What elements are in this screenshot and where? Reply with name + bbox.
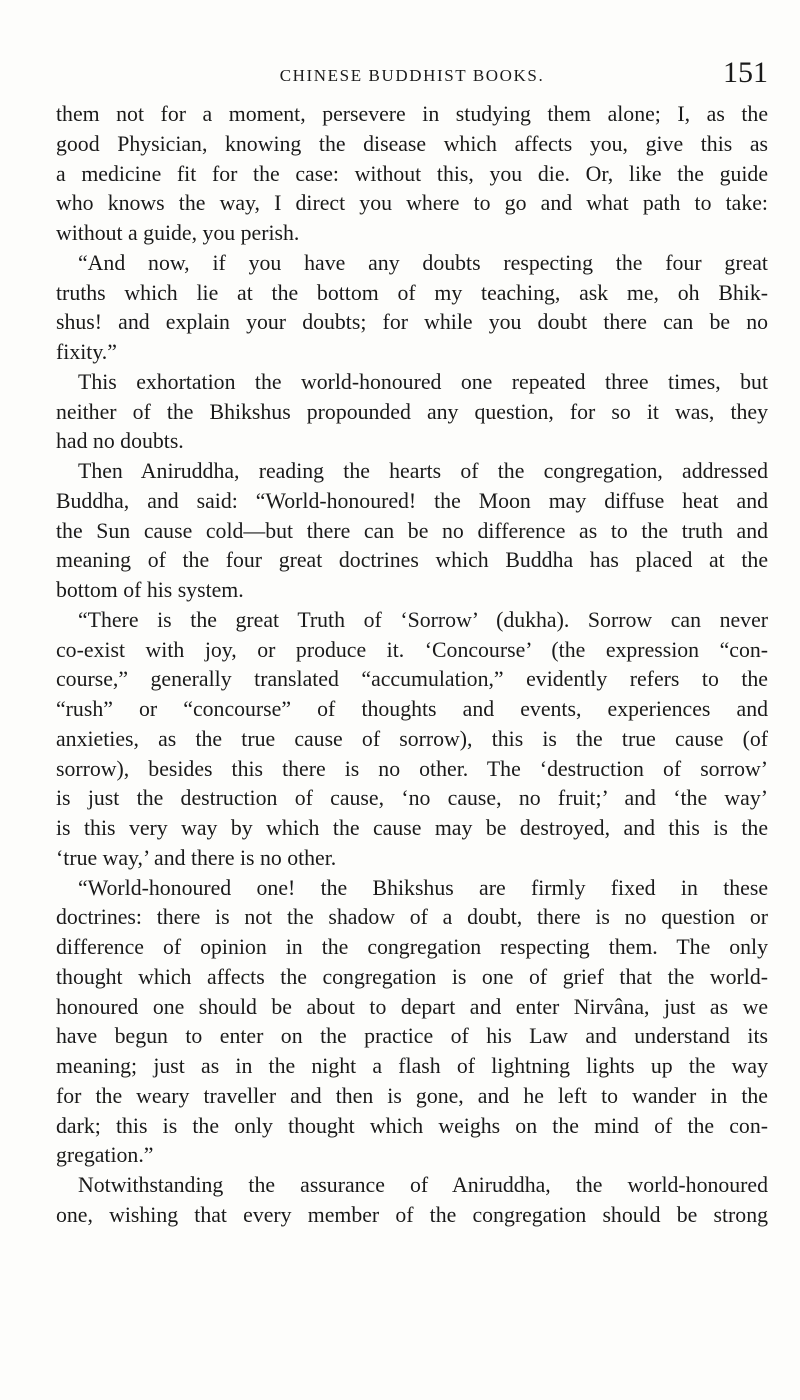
text-line: “There is the great Truth of ‘Sorrow’ (dukha). Sorrow can never	[78, 607, 768, 632]
text-line: is just the destruction of cause, ‘no cause, no fruit;’ and ‘the way’	[56, 786, 768, 811]
text-line: Then Aniruddha, reading the hearts of the congregation, addressed	[78, 459, 768, 483]
text-line: gregation.”	[56, 1143, 154, 1168]
running-title: CHINESE BUDDHIST BOOKS.	[279, 66, 545, 85]
text-line: Notwithstanding the assurance of Aniruddha, the world-honoured	[78, 1173, 768, 1197]
running-head	[56, 58, 768, 98]
text-line: is this very way by which the cause may be destroyed, and this is the	[56, 816, 768, 840]
text-line: without a guide, you perish.	[56, 221, 300, 245]
text-line: sorrow), besides this there is no other. The ‘destruction of sorrow’	[56, 756, 768, 781]
text-line: co-exist with joy, or produce it. ‘Concourse’ (the expression “con-	[56, 637, 768, 662]
text-line: course,” generally translated “accumulation,” evidently refers to the	[56, 667, 768, 692]
text-line: them not for a moment, persevere in studying them alone; I, as the	[56, 102, 768, 126]
text-line: had no doubts.	[56, 429, 184, 454]
text-line: Buddha, and said: “World-honoured! the Moon may diffuse heat and	[56, 488, 768, 513]
text-line: shus! and explain your doubts; for while you doubt there can be no	[56, 310, 768, 335]
text-line: ‘true way,’ and there is no other.	[56, 845, 337, 870]
text-line: difference of opinion in the congregation respecting them. The only	[56, 935, 768, 959]
text-line: good Physician, knowing the disease which affects you, give this as	[56, 131, 768, 156]
text-line: have begun to enter on the practice of his Law and understand its	[56, 1024, 768, 1049]
text-line: bottom of his system.	[56, 578, 244, 602]
text-line: one, wishing that every member of the congregation should be strong	[56, 1202, 768, 1227]
text-line: “rush” or “concourse” of thoughts and events, experiences and	[56, 697, 768, 721]
text-line: thought which affects the congregation is one of grief that the world-	[56, 964, 768, 989]
text-line: “World-honoured one! the Bhikshus are firmly fixed in these	[78, 875, 768, 900]
text-line: “And now, if you have any doubts respecting the four great	[78, 250, 768, 275]
text-line: meaning of the four great doctrines which Buddha has placed at the	[56, 548, 768, 573]
text-line: This exhortation the world-honoured one repeated three times, but	[78, 369, 768, 394]
text-line: the Sun cause cold—but there can be no difference as to the truth and	[56, 518, 768, 543]
text-line: anxieties, as the true cause of sorrow), this is the true cause (of	[56, 726, 768, 751]
text-line: for the weary traveller and then is gone, and he left to wander in the	[56, 1083, 768, 1108]
page-number: 151	[723, 56, 768, 89]
body-text	[56, 100, 768, 1231]
text-line: truths which lie at the bottom of my teaching, ask me, oh Bhik-	[56, 280, 768, 305]
text-line: fixity.”	[56, 340, 117, 364]
text-line: honoured one should be about to depart and enter Nirvâna, just as we	[56, 994, 768, 1019]
text-line: meaning; just as in the night a flash of lightning lights up the way	[56, 1054, 768, 1078]
text-line: dark; this is the only thought which weighs on the mind of the con-	[56, 1113, 768, 1138]
text-line: who knows the way, I direct you where to go and what path to take:	[56, 191, 768, 216]
text-line: a medicine fit for the case: without this, you die. Or, like the guide	[56, 161, 768, 186]
text-line: neither of the Bhikshus propounded any question, for so it was, they	[56, 399, 768, 424]
text-line: doctrines: there is not the shadow of a doubt, there is no question or	[56, 905, 768, 930]
